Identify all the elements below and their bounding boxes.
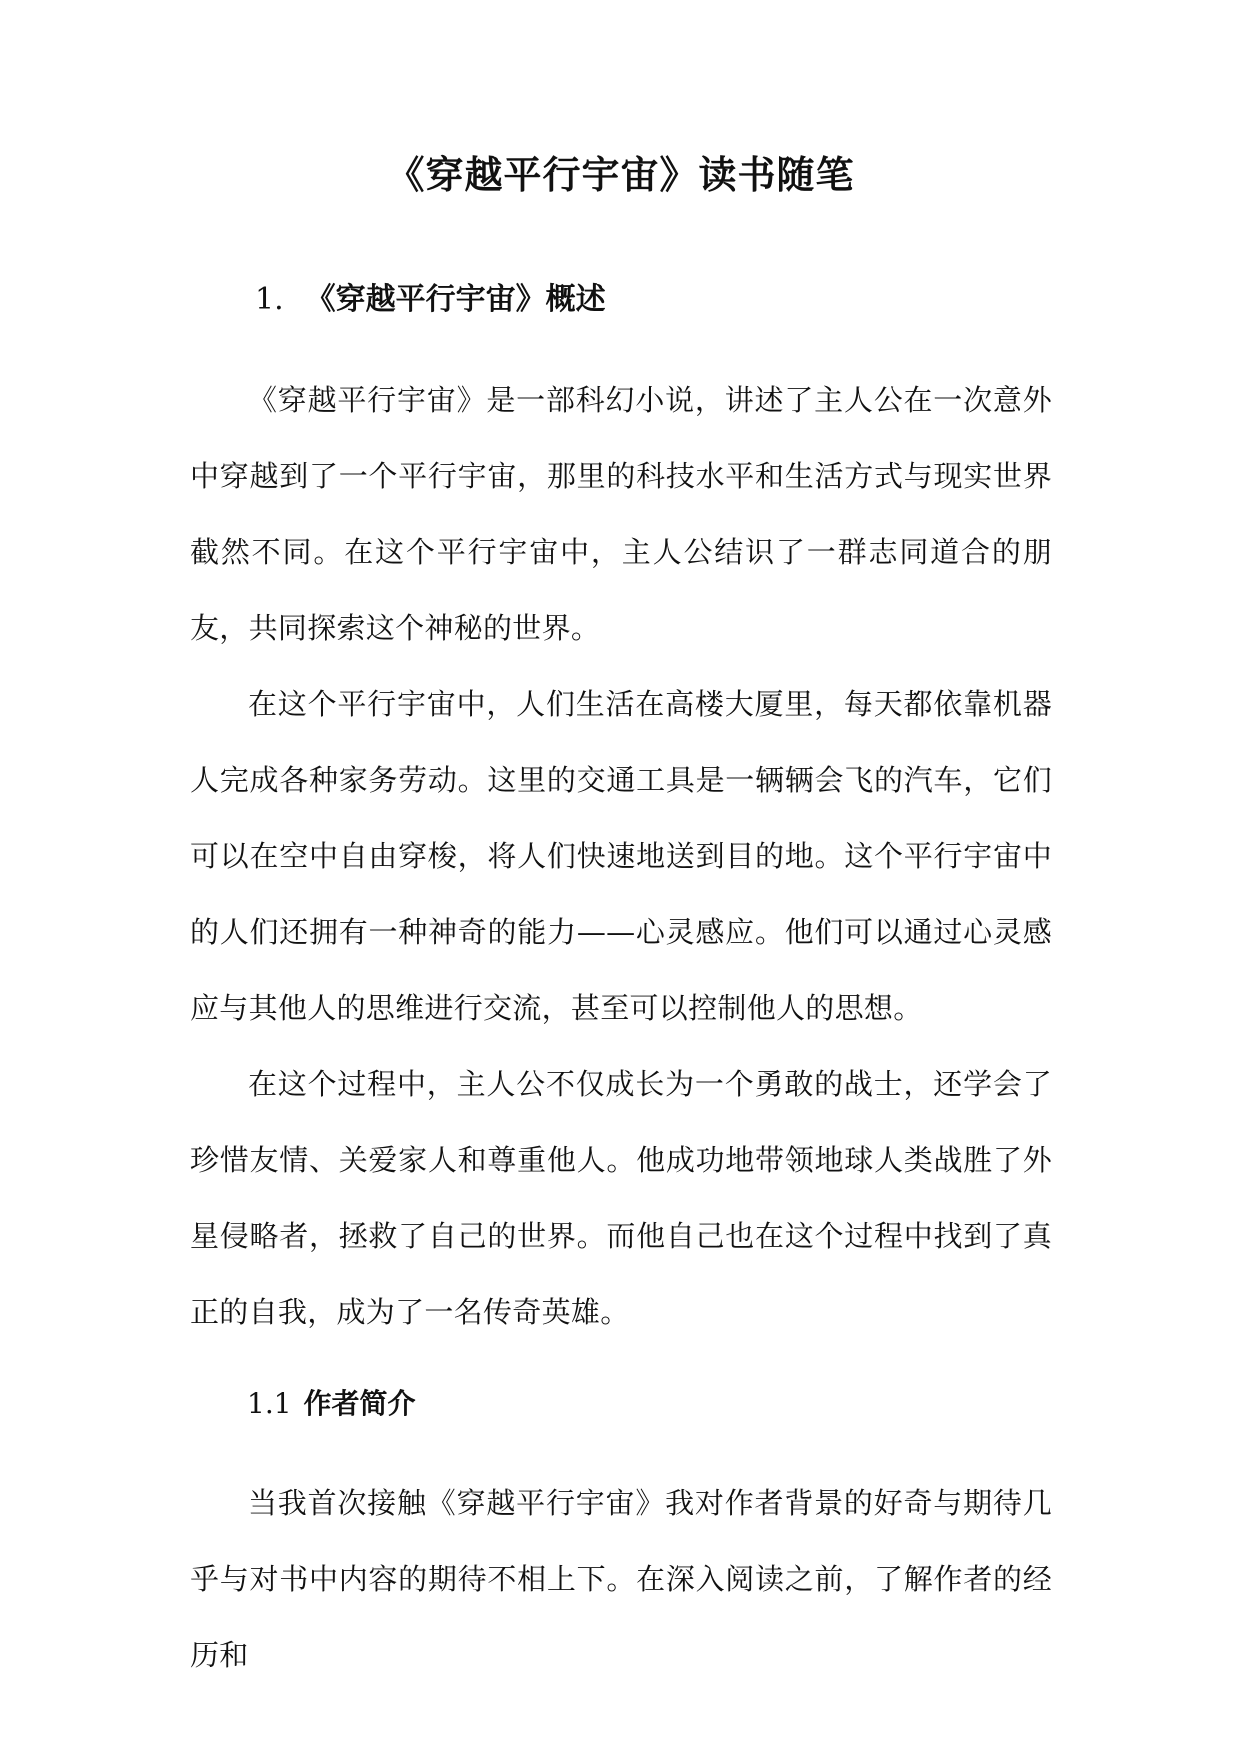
- subsection-number: 1.1: [247, 1387, 292, 1420]
- section-number: 1.: [255, 282, 284, 317]
- subsection-heading-text: 作者简介: [303, 1387, 416, 1420]
- section-heading-text: 《穿越平行宇宙》概述: [305, 282, 606, 317]
- paragraph: 《穿越平行宇宙》是一部科幻小说，讲述了主人公在一次意外中穿越到了一个平行宇宙，那里的科技水平和生活方式与现实世界截然不同。在这个平行宇宙中，主人公结识了一群志同道合的朋友，共同探索这个神秘的世界。: [190, 383, 1052, 645]
- section-heading: [255, 280, 606, 320]
- subsection-heading: [247, 1384, 416, 1424]
- paragraph: 当我首次接触《穿越平行宇宙》我对作者背景的好奇与期待几乎与对书中内容的期待不相上下。在深入阅读之前，了解作者的经历和: [190, 1486, 1052, 1672]
- paragraph: 在这个过程中，主人公不仅成长为一个勇敢的战士，还学会了珍惜友情、关爱家人和尊重他人。他成功地带领地球人类战胜了外星侵略者，拯救了自己的世界。而他自己也在这个过程中找到了真正的自我，成为了一名传奇英雄。: [190, 1067, 1052, 1329]
- paragraph: 在这个平行宇宙中，人们生活在高楼大厦里，每天都依靠机器人完成各种家务劳动。这里的交通工具是一辆辆会飞的汽车，它们可以在空中自由穿梭，将人们快速地送到目的地。这个平行宇宙中的人们还拥有一种神奇的能力——心灵感应。他们可以通过心灵感应与其他人的思维进行交流，甚至可以控制他人的思想。: [190, 687, 1052, 1025]
- document-title: 《穿越平行宇宙》读书随笔: [386, 153, 855, 197]
